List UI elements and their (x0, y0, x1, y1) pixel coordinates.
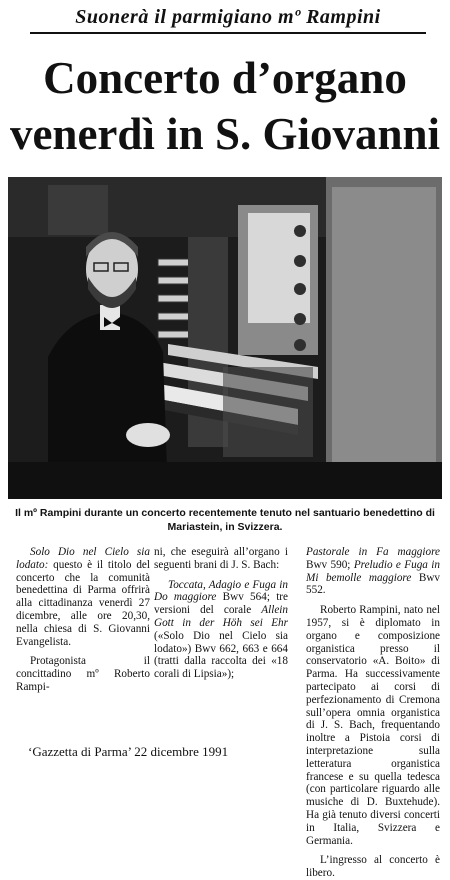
work-pastorale: Pastorale in Fa maggiore (306, 546, 440, 558)
work-toccata: Toccata, Adagio e Fuga in Do maggiore (154, 578, 288, 604)
work-preludio: Preludio e Fuga in Mi bemolle maggiore (306, 558, 440, 584)
column-1-paragraph-2: Protagonista il concittadino mº Roberto Rampi- (16, 655, 150, 693)
headline-line-1: Concerto d’organo (43, 53, 407, 103)
column-1-paragraph-1-text: questo è il titolo del concerto che la comunità benedettina di Parma offrirà alla cittadinanza venerdì 27 dicembre, alle ore 20,30, nella chiesa di S. Giovanni Evangelista. (16, 558, 150, 648)
column-3-paragraph-2: Roberto Rampini, nato nel 1957, si è diplomato in organo e composizione organistica presso il conservatorio «A. Boito» di Parma. Ha successivamente partecipato ai corsi di perfezionamento di Cremona sull’opera omnia organistica di J. S. Bach, frequentando inoltre a Pistoia corsi di interpretazione sulla letteratura organistica francese e su quella tedesca (con particolare riguardo alle musiche di D. Buxtehude). Ha già tenuto diversi concerti in Italia, Svizzera e Germania. (306, 604, 440, 847)
caption-line-2: Mariastein, in Svizzera. (167, 521, 283, 533)
column-2-text-a: Bwv 564; tre versioni del corale (154, 591, 289, 617)
column-3-text-a: Bwv 590; (306, 558, 354, 571)
concert-title: Solo Dio nel Cielo sia lodato: (16, 546, 150, 571)
column-3-paragraph-1 (306, 546, 440, 597)
work-chorale: Allein Gott in der Höh sei Ehr (154, 604, 288, 629)
column-2-paragraph-2 (154, 579, 288, 681)
article-column-3 (306, 546, 440, 880)
headline-line-2: venerdì in S. Giovanni (9, 109, 441, 159)
article-column-1 (16, 546, 150, 694)
column-2-text-b: («Solo Dio nel Cielo sia lodato») Bwv 662, 663 e 664 (tratti dalla raccolta dei «18 corali di Lipsia»); (154, 629, 288, 681)
column-3-paragraph-3: L’ingresso al concerto è libero. (306, 854, 440, 880)
column-2-paragraph-1: ni, che eseguirà all’organo i seguenti brani di J. S. Bach: (154, 546, 288, 571)
column-1-paragraph-1 (16, 546, 150, 648)
source-note: ‘Gazzetta di Parma’ 22 dicembre 1991 (28, 744, 229, 759)
photo-caption (8, 506, 442, 534)
article-headline (0, 50, 450, 162)
caption-line-1: Il mº Rampini durante un concerto recentemente tenuto nel santuario benedettino di (15, 507, 435, 519)
organist-photo-illustration (8, 177, 442, 499)
article-kicker: Suonerà il parmigiano mº Rampini (30, 6, 426, 34)
column-3-text-b: Bwv 552. (306, 571, 440, 597)
article-column-2 (154, 546, 288, 681)
organist-photo (8, 177, 442, 499)
